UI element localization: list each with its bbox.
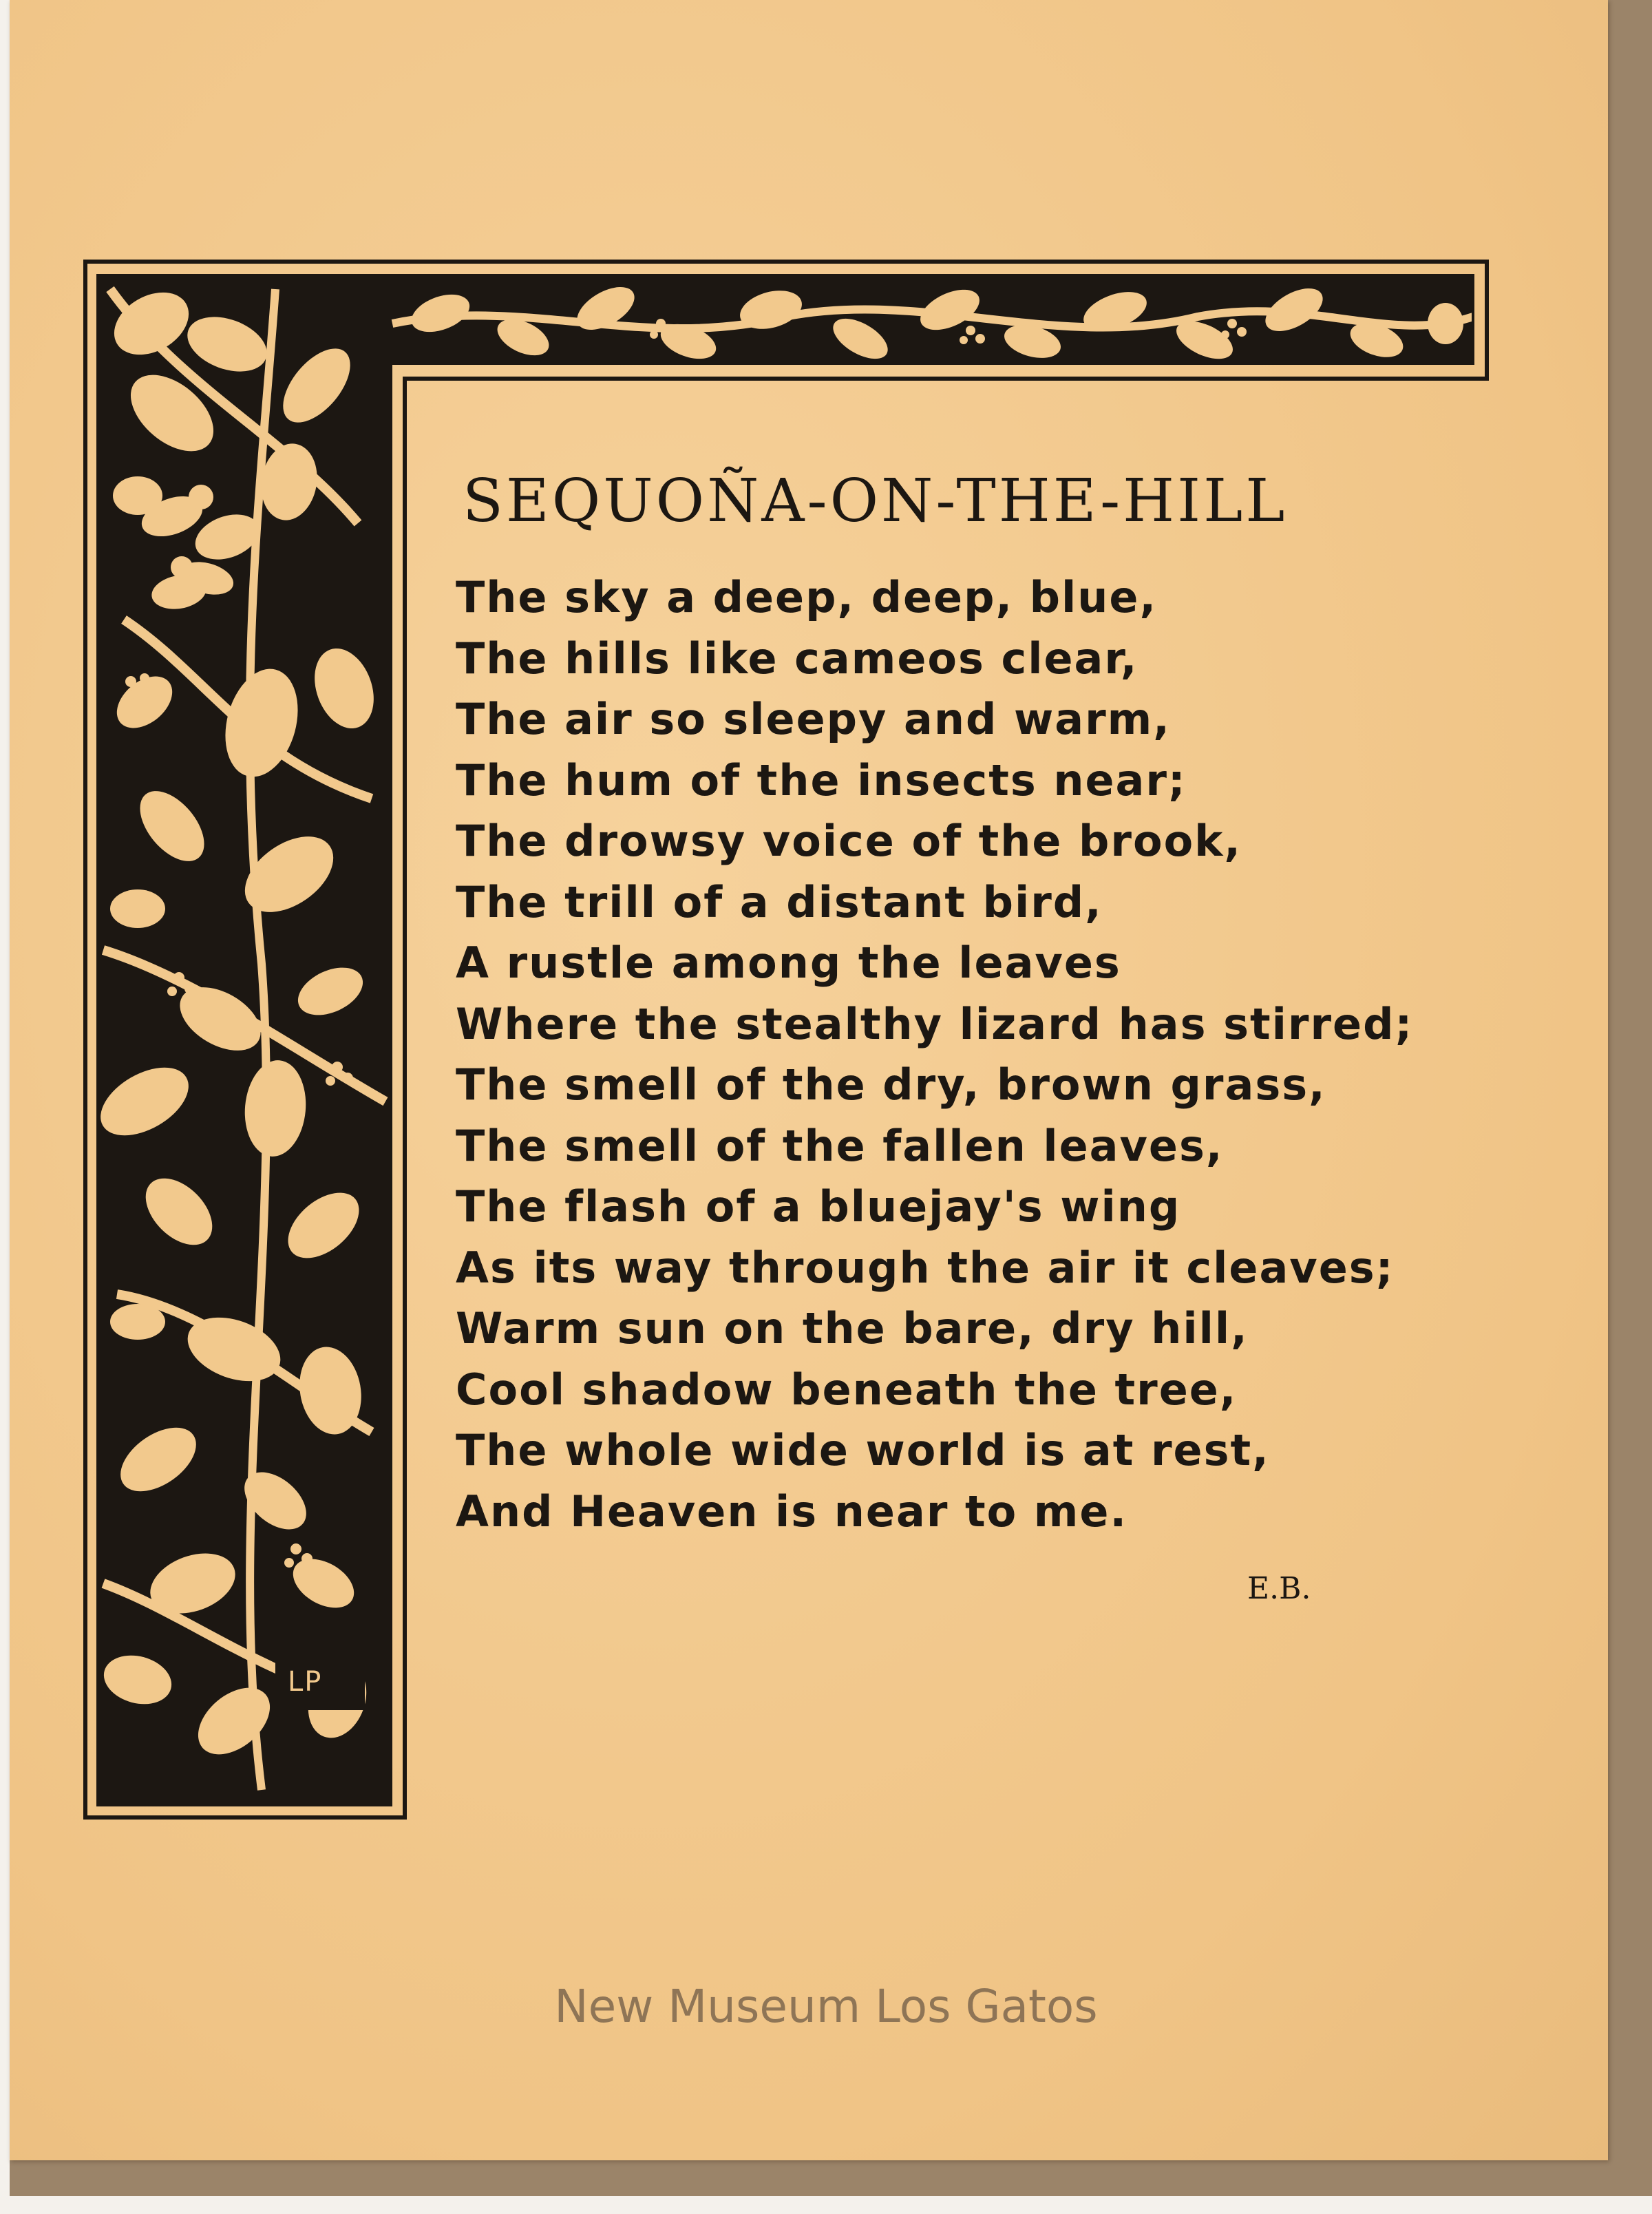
poem-line: Warm sun on the bare, dry hill, [456,1303,1249,1353]
artist-initials: LP [288,1666,323,1698]
poem-line: The drowsy voice of the brook, [456,816,1242,866]
museum-watermark: New Museum Los Gatos [554,1980,1098,2033]
poem-line: A rustle among the leaves [456,938,1121,988]
poem-line: The sky a deep, deep, blue, [456,572,1157,622]
poem-line: The hills like cameos clear, [456,633,1139,684]
poem-line: The hum of the insects near; [456,755,1187,805]
poem-line: The smell of the fallen leaves, [456,1120,1224,1171]
poem-line: The flash of a bluejay's wing [456,1181,1181,1232]
poem-line: The trill of a distant bird, [456,876,1103,927]
poem-line: The smell of the dry, brown grass, [456,1059,1326,1110]
poem-line: And Heaven is near to me. [456,1486,1128,1537]
poem-signature: E.B. [1247,1571,1311,1606]
poem-line: The air so sleepy and warm, [456,694,1171,744]
poem-line: As its way through the air it cleaves; [456,1242,1395,1293]
poem-line: Cool shadow beneath the tree, [456,1364,1238,1415]
poem-title: SEQUOÑA-ON-THE-HILL [463,467,1288,536]
poem-line: Where the stealthy lizard has stirred; [456,998,1414,1049]
poem-line: The whole wide world is at rest, [456,1425,1270,1475]
poem [456,467,1461,1542]
